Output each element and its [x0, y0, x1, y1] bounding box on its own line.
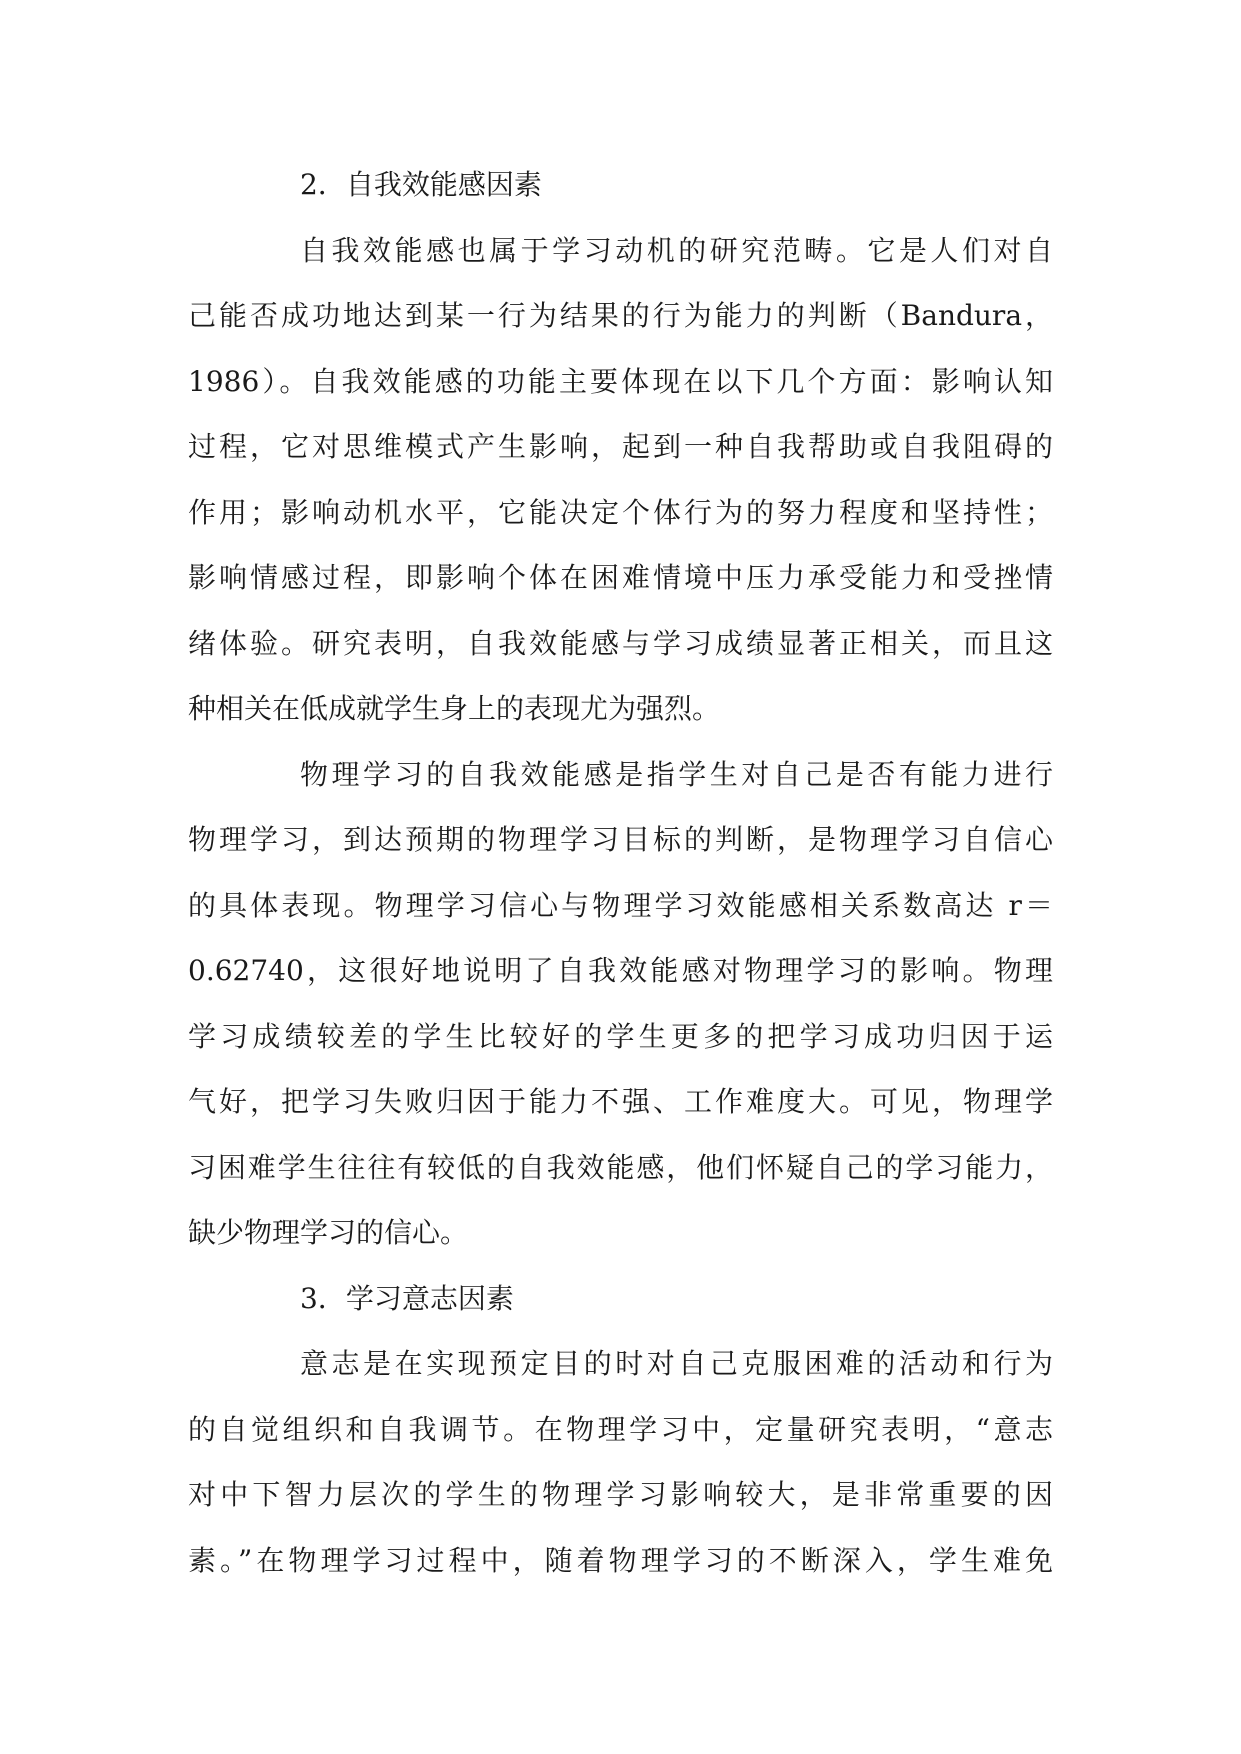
paragraph-line: 缺少物理学习的信心。	[188, 1216, 469, 1249]
paragraph-line: 种相关在低成就学生身上的表现尤为强烈。	[188, 692, 721, 725]
paragraph-line: 的具体表现。物理学习信心与物理学习效能感相关系数高达 r＝	[188, 888, 1053, 922]
paragraph-line: 1986）。自我效能感的功能主要体现在以下几个方面：影响认知	[188, 364, 1053, 398]
paragraph-line: 过程，它对思维模式产生影响，起到一种自我帮助或自我阻碍的	[188, 430, 1053, 463]
paragraph-line: 物理学习，到达预期的物理学习目标的判断，是物理学习自信心	[188, 823, 1053, 856]
paragraph-line: 作用；影响动机水平，它能决定个体行为的努力程度和坚持性；	[188, 495, 1053, 529]
paragraph-line: 绪体验。研究表明，自我效能感与学习成绩显著正相关，而且这	[188, 626, 1053, 660]
paragraph-line: 的自觉组织和自我调节。在物理学习中，定量研究表明，“意志	[188, 1412, 1053, 1446]
paragraph	[188, 1331, 1053, 1593]
paragraph-line: 习困难学生往往有较低的自我效能感，他们怀疑自己的学习能力，	[188, 1150, 1053, 1184]
paragraph-line: 己能否成功地达到某一行为结果的行为能力的判断（Bandura，	[188, 299, 1053, 332]
paragraph-line: 0.62740，这很好地说明了自我效能感对物理学习的影响。物理	[188, 954, 1053, 987]
paragraph	[188, 218, 1053, 742]
paragraph-line: 学习成绩较差的学生比较好的学生更多的把学习成功归因于运	[188, 1019, 1053, 1053]
paragraph-line: 影响情感过程，即影响个体在困难情境中压力承受能力和受挫情	[188, 561, 1053, 594]
paragraph-line: 物理学习的自我效能感是指学生对自己是否有能力进行	[300, 757, 1053, 791]
paragraph-line: 气好，把学习失败归因于能力不强、工作难度大。可见，物理学	[188, 1085, 1053, 1118]
section-heading: 3．学习意志因素	[300, 1281, 514, 1315]
paragraph-line: 自我效能感也属于学习动机的研究范畴。它是人们对自	[300, 233, 1053, 267]
paragraph-line: 素。”在物理学习过程中，随着物理学习的不断深入，学生难免	[188, 1543, 1053, 1577]
paragraph-line: 意志是在实现预定目的时对自己克服困难的活动和行为	[300, 1347, 1053, 1380]
section-heading: 2．自我效能感因素	[300, 168, 542, 201]
paragraph-line: 对中下智力层次的学生的物理学习影响较大，是非常重要的因	[188, 1478, 1053, 1511]
paragraph	[188, 742, 1053, 1266]
document-page	[188, 152, 1053, 1593]
